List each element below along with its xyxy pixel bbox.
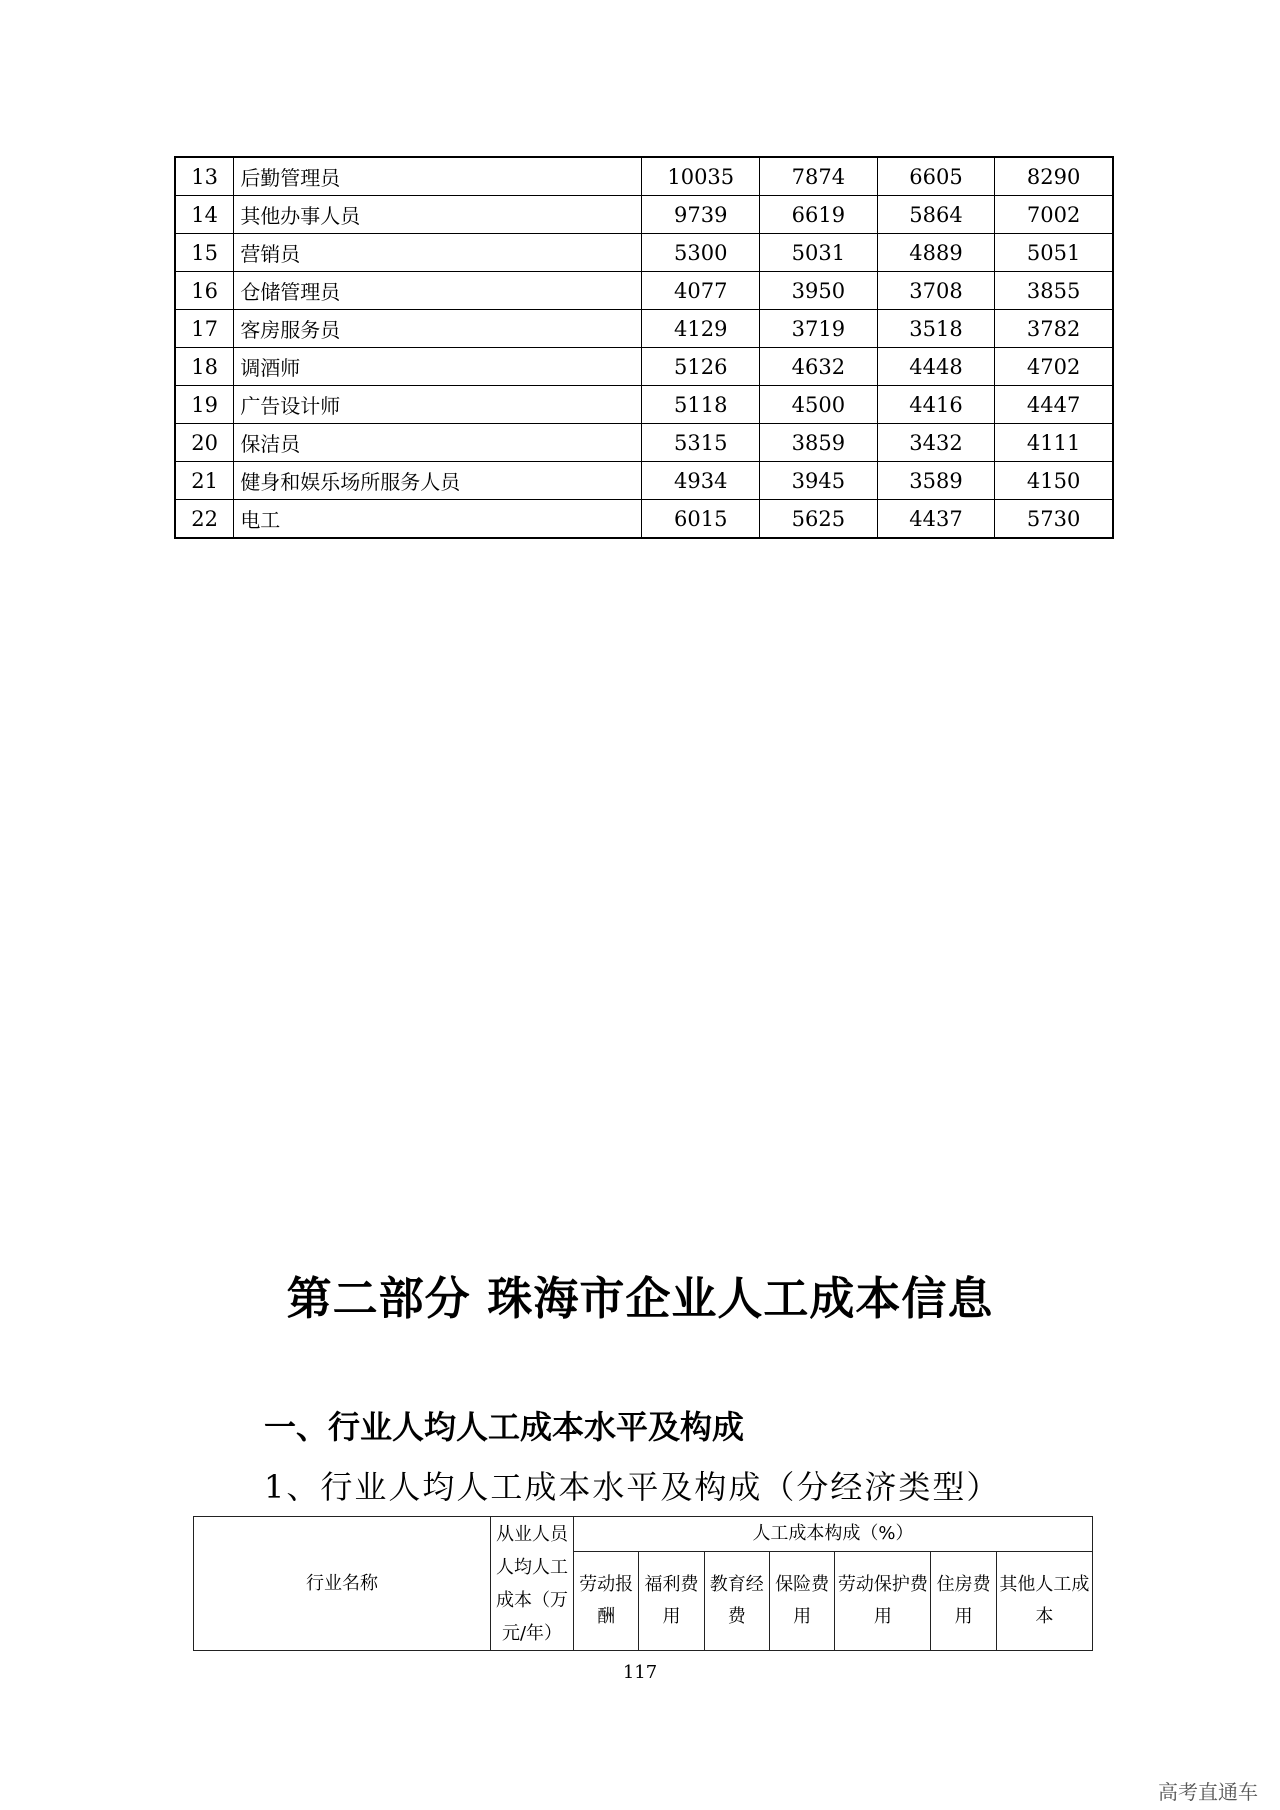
wage-value: 4111 <box>995 424 1113 462</box>
wage-value: 3855 <box>995 272 1113 310</box>
row-index: 22 <box>175 500 234 539</box>
page-number: 117 <box>622 1662 658 1683</box>
table-row <box>175 272 1113 310</box>
row-index: 17 <box>175 310 234 348</box>
occupation-name: 广告设计师 <box>234 386 642 424</box>
wage-value: 4150 <box>995 462 1113 500</box>
wage-value: 3782 <box>995 310 1113 348</box>
wage-value: 5625 <box>760 500 878 539</box>
wage-value: 5126 <box>642 348 760 386</box>
industry-name-header: 行业名称 <box>194 1517 491 1651</box>
table-row <box>175 157 1113 196</box>
occupation-name: 营销员 <box>234 234 642 272</box>
row-index: 20 <box>175 424 234 462</box>
per-capita-cost-header: 从业人员人均人工成本（万元/年） <box>491 1517 574 1651</box>
subsection-heading: 1、行业人均人工成本水平及构成（分经济类型） <box>264 1468 1001 1506</box>
wage-value: 3945 <box>760 462 878 500</box>
wage-value: 4702 <box>995 348 1113 386</box>
wage-value: 4129 <box>642 310 760 348</box>
sub-header-housing: 住房费用 <box>931 1552 996 1651</box>
wage-value: 5118 <box>642 386 760 424</box>
wage-value: 3708 <box>877 272 995 310</box>
wage-value: 5051 <box>995 234 1113 272</box>
wage-value: 4500 <box>760 386 878 424</box>
wage-value: 3589 <box>877 462 995 500</box>
occupation-wage-table <box>174 156 1114 539</box>
wage-value: 4077 <box>642 272 760 310</box>
table-row <box>175 462 1113 500</box>
row-index: 18 <box>175 348 234 386</box>
occupation-name: 调酒师 <box>234 348 642 386</box>
wage-value: 3859 <box>760 424 878 462</box>
row-index: 21 <box>175 462 234 500</box>
occupation-name: 健身和娱乐场所服务人员 <box>234 462 642 500</box>
wage-value: 3432 <box>877 424 995 462</box>
wage-value: 4437 <box>877 500 995 539</box>
wage-value: 7874 <box>760 157 878 196</box>
occupation-name: 保洁员 <box>234 424 642 462</box>
table-row <box>175 348 1113 386</box>
sub-header-other-cost: 其他人工成本 <box>996 1552 1092 1651</box>
row-index: 19 <box>175 386 234 424</box>
row-index: 13 <box>175 157 234 196</box>
wage-value: 10035 <box>642 157 760 196</box>
occupation-name: 其他办事人员 <box>234 196 642 234</box>
row-index: 16 <box>175 272 234 310</box>
wage-value: 5730 <box>995 500 1113 539</box>
row-index: 15 <box>175 234 234 272</box>
wage-value: 4448 <box>877 348 995 386</box>
occupation-name: 客房服务员 <box>234 310 642 348</box>
table-row <box>175 386 1113 424</box>
sub-header-insurance: 保险费用 <box>769 1552 834 1651</box>
table-row <box>175 196 1113 234</box>
wage-value: 4632 <box>760 348 878 386</box>
wage-value: 6605 <box>877 157 995 196</box>
occupation-name: 后勤管理员 <box>234 157 642 196</box>
wage-value: 4934 <box>642 462 760 500</box>
table-row <box>175 310 1113 348</box>
wage-value: 9739 <box>642 196 760 234</box>
wage-value: 4889 <box>877 234 995 272</box>
sub-header-education: 教育经费 <box>704 1552 769 1651</box>
table-row <box>175 500 1113 539</box>
sub-header-labor-pay: 劳动报酬 <box>574 1552 639 1651</box>
wage-value: 7002 <box>995 196 1113 234</box>
wage-value: 3950 <box>760 272 878 310</box>
wage-value: 5300 <box>642 234 760 272</box>
occupation-name: 电工 <box>234 500 642 539</box>
watermark: 高考直通车 <box>1158 1780 1258 1804</box>
wage-value: 6619 <box>760 196 878 234</box>
cost-composition-header: 人工成本构成（%） <box>574 1517 1093 1552</box>
sub-header-labor-protection: 劳动保护费用 <box>835 1552 931 1651</box>
wage-value: 3518 <box>877 310 995 348</box>
wage-value: 5031 <box>760 234 878 272</box>
wage-value: 4416 <box>877 386 995 424</box>
wage-value: 5315 <box>642 424 760 462</box>
wage-value: 5864 <box>877 196 995 234</box>
part-title: 第二部分 珠海市企业人工成本信息 <box>286 1272 994 1325</box>
wage-value: 4447 <box>995 386 1113 424</box>
wage-value: 3719 <box>760 310 878 348</box>
table-row <box>175 424 1113 462</box>
occupation-name: 仓储管理员 <box>234 272 642 310</box>
labor-cost-table-header <box>193 1516 1093 1651</box>
sub-header-welfare: 福利费用 <box>639 1552 704 1651</box>
row-index: 14 <box>175 196 234 234</box>
wage-value: 8290 <box>995 157 1113 196</box>
section-heading: 一、行业人均人工成本水平及构成 <box>264 1408 745 1446</box>
table-row <box>175 234 1113 272</box>
wage-value: 6015 <box>642 500 760 539</box>
